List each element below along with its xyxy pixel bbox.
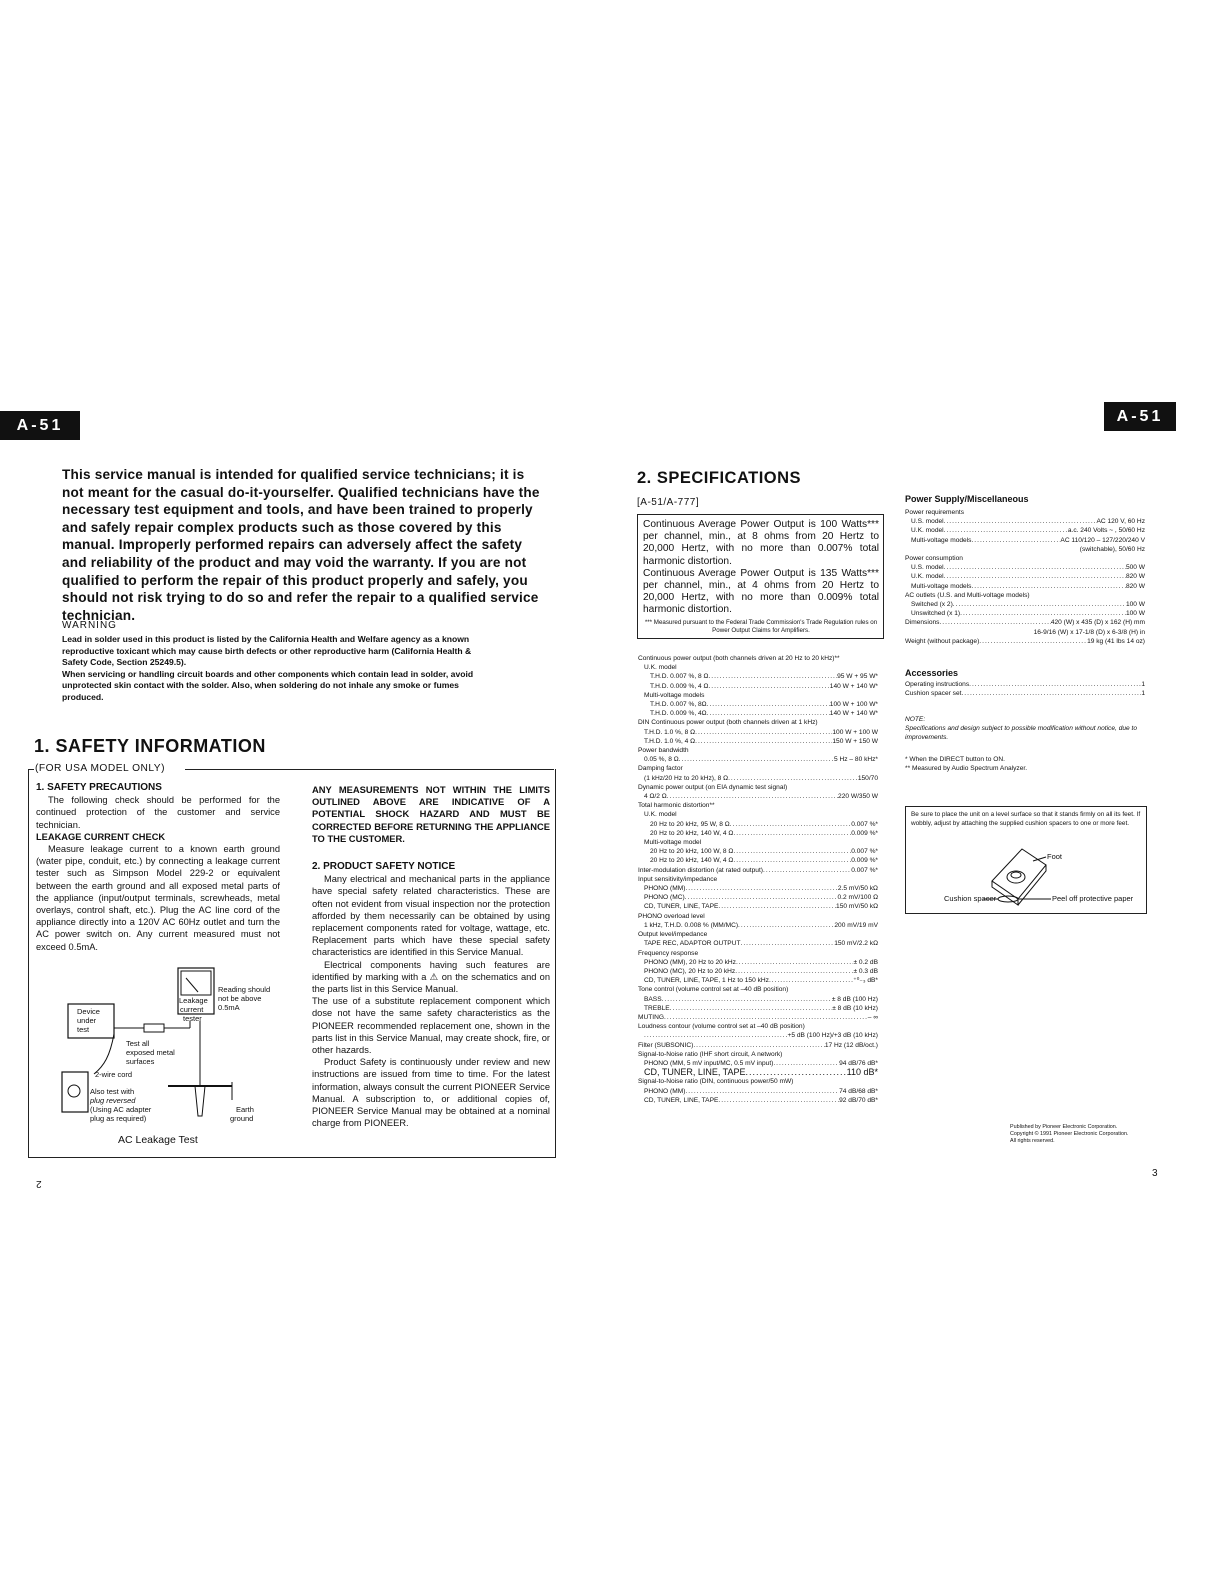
spec-value: 19 kg (41 lbs 14 oz) — [1087, 637, 1145, 645]
specs-heading: 2. SPECIFICATIONS — [637, 469, 802, 487]
spec-label: BASS — [644, 995, 662, 1003]
diagram-reading-should: Reading should — [218, 985, 271, 994]
spec-leader — [961, 689, 1141, 698]
spec-leader — [667, 792, 838, 801]
spec-row — [638, 682, 878, 691]
spec-leader — [718, 902, 836, 911]
spec-row — [638, 737, 878, 746]
spec-row — [638, 866, 878, 875]
safety-right-column — [312, 784, 550, 1129]
spec-label: Loudness contour (volume control set at –40 dB position) — [638, 1023, 805, 1031]
note-title: NOTE: — [905, 716, 926, 723]
tester-label-current: current — [180, 1005, 204, 1014]
spec-leader — [971, 536, 1060, 545]
spec-row — [638, 1068, 878, 1077]
power-output-note: *** Measured pursuant to the Federal Trade Commission's Trade Regulation rules on Power Output Claims for Amplifiers. — [644, 618, 878, 635]
spec-label: Dynamic power output (on EIA dynamic test signal) — [638, 783, 788, 791]
accessories-list — [905, 680, 1145, 698]
intro-paragraph: This service manual is intended for qualified service technicians; it is not meant for the casual do-it-yourselfer. Qualified technicians have the necessary test equipment and tools, and have been trained to properly and safely repair complex products such as those covered by this manual. Improperly performed repairs can adversely affect the safety and reliability of the product and may void the warranty. If you are not qualified to perform the repair of this product properly and safely, you should not risk trying to do so and refer the repair to a qualified service technician. — [62, 467, 540, 623]
spec-leader — [679, 755, 834, 764]
spec-value: 16-9/16 (W) x 17-1/8 (D) x 6-3/8 (H) in — [1033, 628, 1145, 636]
usa-line — [185, 769, 554, 770]
spec-row — [638, 902, 878, 911]
spec-leader — [707, 700, 830, 709]
spec-row — [638, 746, 878, 755]
spec-label: Multi-voltage models — [644, 691, 705, 699]
device-label-test: test — [77, 1025, 90, 1034]
spec-row — [638, 921, 878, 930]
spec-leader — [664, 1013, 868, 1022]
diagram-caption: AC Leakage Test — [118, 1134, 198, 1146]
spec-label: U.S. model — [911, 518, 944, 526]
spec-label: PHONO (MM) — [644, 885, 686, 893]
spec-row — [638, 663, 878, 672]
spec-value: +5 dB (100 Hz)/+3 dB (10 kHz) — [787, 1032, 878, 1040]
spec-value: 5 Hz – 80 kHz* — [834, 756, 878, 764]
diagram-plug-reversed: plug reversed — [90, 1096, 136, 1105]
spec-label: 4 Ω/2 Ω — [644, 793, 667, 801]
spec-label: DIN Continuous power output (both channels driven at 1 kHz) — [638, 719, 818, 727]
spec-leader — [960, 609, 1126, 618]
spec-value: 140 W + 140 W* — [829, 682, 878, 690]
spec-label: Inter-modulation distortion (at rated output) — [638, 866, 763, 874]
spec-leader — [763, 866, 851, 875]
spec-label: 0.05 %, 8 Ω — [644, 756, 679, 764]
spec-row — [638, 755, 878, 764]
page-number-left: 2 — [36, 1178, 42, 1189]
spec-value: 1 — [1141, 681, 1145, 688]
precautions-title: 1. SAFETY PRECAUTIONS — [36, 782, 162, 793]
spec-label: Total harmonic distortion** — [638, 802, 715, 810]
spec-value: 92 dB/70 dB* — [839, 1096, 878, 1104]
spec-leader — [939, 618, 1050, 627]
spec-row — [638, 976, 878, 985]
usa-label-text: (FOR USA MODEL ONLY) — [35, 763, 165, 774]
spec-label: 20 Hz to 20 kHz, 140 W, 4 Ω — [650, 857, 734, 865]
spec-value: 2.5 mV/50 kΩ — [837, 885, 878, 893]
spec-row — [905, 572, 1145, 581]
spec-leader — [733, 829, 851, 838]
spec-label: U.K. model — [911, 527, 944, 535]
model-tag-right — [1104, 402, 1176, 431]
spec-row — [638, 967, 878, 976]
spec-row — [638, 728, 878, 737]
spec-label: Multi-voltage models — [911, 536, 972, 544]
diagram-earth: Earth — [236, 1105, 254, 1114]
spec-row — [638, 764, 878, 773]
spec-leader — [736, 958, 854, 967]
copyright-line-1: Published by Pioneer Electronic Corporation. — [1010, 1124, 1118, 1130]
spec-row — [905, 600, 1145, 609]
spec-value: 0.007 %* — [851, 866, 878, 874]
spec-value: 150 mV/2.2 kΩ — [834, 940, 878, 948]
spec-value: ± 0.2 dB — [853, 958, 878, 966]
spec-row — [905, 508, 1145, 517]
spec-leader — [728, 774, 858, 783]
spec-leader — [944, 572, 1126, 581]
diagram-two-wire: 2-wire cord — [95, 1070, 133, 1079]
spec-label: Operating instructions — [905, 681, 970, 688]
spec-row — [638, 838, 878, 847]
spec-row — [638, 949, 878, 958]
spec-row — [638, 709, 878, 718]
spec-label: U.K. model — [644, 811, 677, 819]
spec-leader — [718, 1096, 839, 1105]
spec-value: 17 Hz (12 dB/oct.) — [824, 1041, 878, 1049]
spec-value: 0.007 %* — [851, 820, 878, 828]
spec-row — [638, 884, 878, 893]
spec-label: Continuous power output (both channels driven at 20 Hz to 20 kHz)** — [638, 655, 840, 662]
spec-row — [638, 1004, 878, 1013]
spec-row — [638, 893, 878, 902]
spec-label: T.H.D. 1.0 %, 8 Ω — [644, 728, 696, 736]
spec-label: Damping factor — [638, 765, 683, 773]
cushion-diagram — [906, 841, 1146, 913]
footnote-2: ** Measured by Audio Spectrum Analyzer. — [905, 765, 1028, 773]
diagram-surfaces: surfaces — [126, 1057, 155, 1066]
spec-label: T.H.D. 0.007 %, 8Ω — [650, 701, 707, 709]
spec-leader — [733, 856, 851, 865]
spec-row — [905, 536, 1145, 545]
spec-row — [638, 718, 878, 727]
warning-title: WARNING — [62, 620, 117, 631]
spec-row — [638, 820, 878, 829]
spec-label: PHONO overload level — [638, 912, 705, 920]
left-frame-top-left — [28, 769, 34, 770]
cushion-peel-label: Peel off protective paper — [1052, 894, 1134, 903]
spec-label: Power consumption — [905, 555, 963, 563]
spec-row — [638, 774, 878, 783]
spec-row — [638, 691, 878, 700]
spec-row — [638, 1077, 878, 1086]
diagram-using-adapter: (Using AC adapter — [90, 1105, 152, 1114]
spec-label: CD, TUNER, LINE, TAPE, 1 Hz to 150 kHz — [644, 977, 769, 985]
spec-label: MUTING — [638, 1013, 665, 1021]
spec-label: TAPE REC, ADAPTOR OUTPUT — [644, 940, 741, 948]
spec-value: ± 8 dB (10 kHz) — [832, 1004, 878, 1012]
copyright-line-3: All rights reserved. — [1010, 1138, 1055, 1144]
cushion-foot-label: Foot — [1047, 852, 1063, 861]
spec-value: 0.009 %* — [851, 829, 878, 837]
spec-label: 20 Hz to 20 kHz, 100 W, 8 Ω — [650, 848, 734, 856]
tester-label-tester: tester — [183, 1014, 202, 1023]
device-label-under: under — [77, 1016, 97, 1025]
spec-row — [638, 1022, 878, 1031]
spec-row — [638, 1050, 878, 1059]
misc-list — [905, 508, 1145, 646]
power-output-text-2: Continuous Average Power Output is 135 Watts*** per channel, min., at 4 ohms from 20 Hertz to 20,000 Hertz, with no more than 0.009% total harmonic distortion. — [643, 567, 879, 616]
spec-row — [638, 672, 878, 681]
outlet-box — [62, 1072, 88, 1112]
warning-text-1: Lead in solder used in this product is listed by the California Health and Welfare agency as a known reproductive toxicant which may cause birth defects or other reproductive harm (California Health & Safety Code, Section 25249.5). — [62, 634, 472, 667]
spec-row — [905, 680, 1145, 689]
spec-value: 110 dB* — [846, 1068, 878, 1078]
diagram-exposed-metal: exposed metal — [126, 1048, 175, 1057]
diagram-ground: ground — [230, 1114, 254, 1123]
spec-value: 150 W + 150 W — [832, 737, 878, 745]
power-output-box — [637, 514, 884, 639]
diagram-test-all: Test all — [126, 1039, 150, 1048]
spec-label: Power bandwidth — [638, 747, 689, 755]
spec-label: T.H.D. 0.007 %, 8 Ω — [650, 673, 709, 681]
spec-label: T.H.D. 0.009 %, 4Ω — [650, 710, 707, 718]
spec-row — [638, 939, 878, 948]
leakage-diagram — [40, 966, 280, 1144]
spec-list — [638, 654, 878, 1105]
spec-label: (1 kHz/20 Hz to 20 kHz), 8 Ω — [644, 774, 729, 782]
spec-row — [638, 829, 878, 838]
spec-leader — [944, 526, 1068, 535]
power-output-text-1: Continuous Average Power Output is 100 Watts*** per channel, min., at 8 ohms from 20 Hertz to 20,000 Hertz, with no more than 0.007% total harmonic distortion. — [643, 519, 879, 567]
spec-row — [638, 930, 878, 939]
footnotes — [905, 755, 1149, 773]
warning-block — [62, 620, 494, 703]
spec-value: 100 W — [1125, 601, 1145, 609]
spec-label: U.S. model — [911, 564, 944, 572]
spec-row — [638, 875, 878, 884]
spec-leader — [670, 1004, 833, 1013]
spec-value: ± 0.3 dB — [853, 967, 878, 975]
spec-value: (switchable), 50/60 Hz — [1079, 545, 1145, 553]
spec-label: Cushion spacer set — [905, 690, 962, 698]
spec-label: U.K. model — [911, 573, 944, 581]
spec-leader — [693, 1041, 825, 1050]
spec-row — [905, 582, 1145, 591]
model-tag-right-text: A-51 — [1116, 407, 1164, 425]
notice-text-2: Electrical components having such features are identified by marking with a ⚠ on the schematics and on the parts list in this Service Manual. — [312, 959, 550, 995]
spec-label: Multi-voltage model — [644, 839, 702, 847]
warning-text-2: When servicing or handling circuit boards and other components which contain lead in solder, avoid unprotected skin contact with the solder. Also, when soldering do not inhale any smoke or fumes produced. — [62, 668, 474, 702]
spec-label: Frequency response — [638, 949, 699, 957]
notice-text-3: The use of a substitute replacement component which dose not have the same safety characteristics as the PIONEER recommended replacement one, shown in the parts list in this Service Manual, may create shock, fire, or other hazards. — [312, 996, 550, 1056]
spec-row — [905, 554, 1145, 563]
spec-row — [638, 1096, 878, 1105]
spec-leader — [730, 820, 852, 829]
spec-label: PHONO (MM) — [644, 1087, 686, 1095]
spec-value: 100 W + 100 W — [832, 728, 878, 736]
device-label-device: Device — [77, 1007, 100, 1016]
spec-value: 74 dB/68 dB* — [839, 1087, 878, 1095]
spec-row — [638, 1031, 878, 1040]
spec-row — [638, 654, 878, 663]
spec-row — [638, 700, 878, 709]
spec-value: 500 W — [1125, 564, 1145, 572]
spec-row — [905, 545, 1145, 554]
leakage-title: LEAKAGE CURRENT CHECK — [36, 831, 166, 842]
spec-row — [638, 995, 878, 1004]
spec-value: 200 mV/19 mV — [834, 921, 878, 929]
spec-leader — [685, 884, 837, 893]
spec-row — [905, 517, 1145, 526]
spec-label: T.H.D. 0.009 %, 4 Ω — [650, 682, 709, 690]
cushion-text: Be sure to place the unit on a level surface so that it stands firmly on all its feet. If wobbly, adjust by attaching the supplied cushion spacers to one or more feet. — [911, 811, 1141, 827]
spec-label: Multi-voltage models — [911, 582, 972, 590]
tester-meter — [181, 971, 211, 995]
spec-value: AC 120 V, 60 Hz — [1096, 518, 1145, 526]
spec-label: Tone control (volume control set at –40 dB position) — [638, 986, 789, 994]
spec-row — [638, 985, 878, 994]
spec-label: Output level/impedance — [638, 931, 708, 939]
notice-text-1: Many electrical and mechanical parts in the appliance have special safety related characteristics. These are often not evident from visual inspection nor the protection afforded by them necessarily can be obtained by using replacement components rated for voltage, wattage, etc. Replacement parts which have these special safety characteristics are identified in this Service Manual. — [312, 874, 550, 958]
spec-leader — [708, 682, 829, 691]
spec-leader — [971, 582, 1125, 591]
copyright-block — [1010, 1124, 1128, 1145]
spec-row — [905, 618, 1145, 627]
footnote-1: * When the DIRECT button to ON. — [905, 756, 1005, 763]
spec-value: AC 110/120 – 127/220/240 V — [1060, 536, 1145, 544]
spec-row — [905, 563, 1145, 572]
precautions-column — [36, 782, 280, 953]
spec-leader — [953, 600, 1126, 609]
spec-label: Signal-to-Noise ratio (IHF short circuit, A network) — [638, 1050, 783, 1058]
safety-heading: 1. SAFETY INFORMATION — [34, 736, 266, 756]
model-tag-left — [0, 411, 80, 440]
spec-label: Dimensions — [905, 619, 940, 627]
spec-leader — [944, 563, 1126, 572]
spec-value: 820 W — [1125, 573, 1145, 581]
spec-value: 420 (W) x 435 (D) x 162 (H) mm — [1050, 619, 1145, 627]
spec-label: AC outlets (U.S. and Multi-voltage models) — [905, 591, 1030, 599]
spec-value: 150/70 — [857, 774, 878, 782]
diagram-ma: 0.5mA — [218, 1003, 240, 1012]
spec-label: CD, TUNER, LINE, TAPE — [644, 1068, 746, 1078]
spec-leader — [695, 728, 832, 737]
spec-label: 20 Hz to 20 kHz, 95 W, 8 Ω — [650, 820, 730, 828]
spec-row — [905, 637, 1145, 646]
spec-leader — [662, 995, 832, 1004]
spec-value: – ∞ — [867, 1013, 878, 1021]
spec-label: Signal-to-Noise ratio (DIN, continuous power/50 mW) — [638, 1078, 794, 1086]
spec-leader — [746, 1068, 847, 1077]
note-text: Specifications and design subject to possible modification without notice, due to improvements. — [905, 725, 1138, 742]
spec-row — [905, 526, 1145, 535]
spec-value: 100 W + 100 W* — [829, 701, 878, 709]
diagram-plug-required: plug as required) — [90, 1114, 147, 1123]
spec-label: 20 Hz to 20 kHz, 140 W, 4 Ω — [650, 829, 734, 837]
spec-leader — [685, 893, 838, 902]
spec-label: Filter (SUBSONIC) — [638, 1041, 694, 1049]
spec-value: a.c. 240 Volts ~ , 50/60 Hz — [1067, 527, 1145, 535]
spec-row — [638, 1087, 878, 1096]
spec-label: CD, TUNER, LINE, TAPE — [644, 903, 719, 911]
spec-label: Power requirements — [905, 509, 965, 516]
cushion-box — [905, 806, 1147, 914]
spec-label: Switched (x 2) — [911, 601, 953, 609]
spec-leader — [979, 637, 1087, 646]
model-tag-left-text: A-51 — [16, 416, 64, 434]
spec-label: U.K. model — [644, 664, 677, 672]
spec-label: PHONO (MM), 20 Hz to 20 kHz — [644, 958, 736, 966]
spec-label: 1 kHz, T.H.D. 0.008 % (MM/MC) — [644, 921, 739, 929]
diagram-not-above: not be above — [218, 994, 262, 1003]
spec-row — [638, 783, 878, 792]
spec-value: 220 W/350 W — [838, 793, 878, 801]
spec-leader — [733, 847, 851, 856]
spec-row — [638, 856, 878, 865]
spec-leader — [944, 517, 1097, 526]
page-number-right: 3 — [1152, 1168, 1158, 1179]
spec-value: 150 mV/50 kΩ — [836, 903, 878, 911]
spec-leader — [769, 976, 853, 985]
spec-value: 0.007 %* — [851, 848, 878, 856]
spec-row — [905, 628, 1145, 637]
spec-value: ± 8 dB (100 Hz) — [831, 995, 878, 1003]
spec-leader — [685, 1087, 839, 1096]
spec-row — [638, 1041, 878, 1050]
notice-title: 2. PRODUCT SAFETY NOTICE — [312, 861, 456, 873]
tester-label-leakage: Leakage — [179, 996, 208, 1005]
diagram-also-test: Also test with — [90, 1087, 135, 1096]
note-block — [905, 715, 1149, 743]
cushion-spacer-label: Cushion spacer — [944, 894, 997, 903]
spec-row — [638, 810, 878, 819]
misc-title: Power Supply/Miscellaneous — [905, 494, 1029, 504]
spec-label: PHONO (MC), 20 Hz to 20 kHz — [644, 967, 736, 975]
spec-leader — [969, 680, 1141, 689]
spec-value: 820 W — [1125, 582, 1145, 590]
spec-row — [905, 591, 1145, 600]
spec-label: Unswitched (x 1) — [911, 610, 961, 618]
spec-row — [638, 801, 878, 810]
notice-text-4: Product Safety is continuously under review and new instructions are issued from time to time. For the latest information, always consult the current PIONEER Service Manual. A subscription to, or additional copies of, PIONEER Service Manual may be obtained at a nominal charge from PIONEER. — [312, 1057, 550, 1129]
spec-label: Input sensitivity/impedance — [638, 875, 718, 883]
spec-label: TREBLE — [644, 1004, 670, 1012]
spec-value: 100 W — [1125, 610, 1145, 618]
spec-leader — [695, 737, 832, 746]
spec-value: 1 — [1141, 690, 1145, 698]
spec-value: ⁺⁰₋₃ dB* — [853, 977, 878, 985]
specs-model: [A-51/A-777] — [637, 497, 700, 508]
spec-row — [905, 609, 1145, 618]
spec-row — [905, 689, 1145, 698]
spec-row — [638, 847, 878, 856]
spec-row — [638, 912, 878, 921]
usa-label — [32, 763, 168, 774]
spec-leader — [738, 921, 834, 930]
spec-row — [638, 1013, 878, 1022]
spec-label: PHONO (MM, 5 mV input/MC, 0.5 mV input) — [644, 1059, 774, 1067]
spec-leader — [773, 1059, 839, 1068]
spec-value: 0.009 %* — [851, 857, 878, 865]
precautions-text: The following check should be performed for the continued protection of the customer and service technician. — [36, 795, 280, 830]
spec-leader — [707, 709, 830, 718]
measure-note: ANY MEASUREMENTS NOT WITHIN THE LIMITS OUTLINED ABOVE ARE INDICATIVE OF A POTENTIAL SHOCK HAZARD AND MUST BE CORRECTED BEFORE RETURNING THE APPLIANCE TO THE CUSTOMER. — [312, 784, 550, 844]
copyright-line-2: Copyright © 1991 Pioneer Electronic Corporation. — [1010, 1131, 1129, 1137]
spec-label: PHONO (MC) — [644, 894, 685, 902]
leakage-text: Measure leakage current to a known earth ground (water pipe, conduit, etc.) by connecting a leakage current tester such as Simpson Model 229-2 or equivalent between the earth ground and all exposed metal parts of the appliance (input/output terminals, screwheads, metal overlays, control shaft, etc.). Plug the AC line cord of the appliance directly into a 120V AC 60Hz outlet and turn the AC power switch on. Any current measured must not exceed 0.5mA. — [36, 844, 280, 952]
accessories-title: Accessories — [905, 668, 959, 678]
spec-leader — [644, 1031, 787, 1040]
spec-row — [638, 1059, 878, 1068]
spec-label: T.H.D. 1.0 %, 4 Ω — [644, 737, 696, 745]
spec-label: Weight (without package) — [905, 637, 980, 645]
spec-value: 94 dB/76 dB* — [839, 1059, 878, 1067]
spec-row — [638, 958, 878, 967]
spec-leader — [740, 939, 834, 948]
spec-leader — [735, 967, 853, 976]
spec-value: 95 W + 95 W* — [837, 673, 878, 681]
spec-row — [638, 792, 878, 801]
spec-label: CD, TUNER, LINE, TAPE — [644, 1096, 719, 1104]
spec-leader — [708, 672, 837, 681]
spec-value: 0.2 mV/100 Ω — [837, 894, 878, 902]
spec-value: 140 W + 140 W* — [829, 710, 878, 718]
